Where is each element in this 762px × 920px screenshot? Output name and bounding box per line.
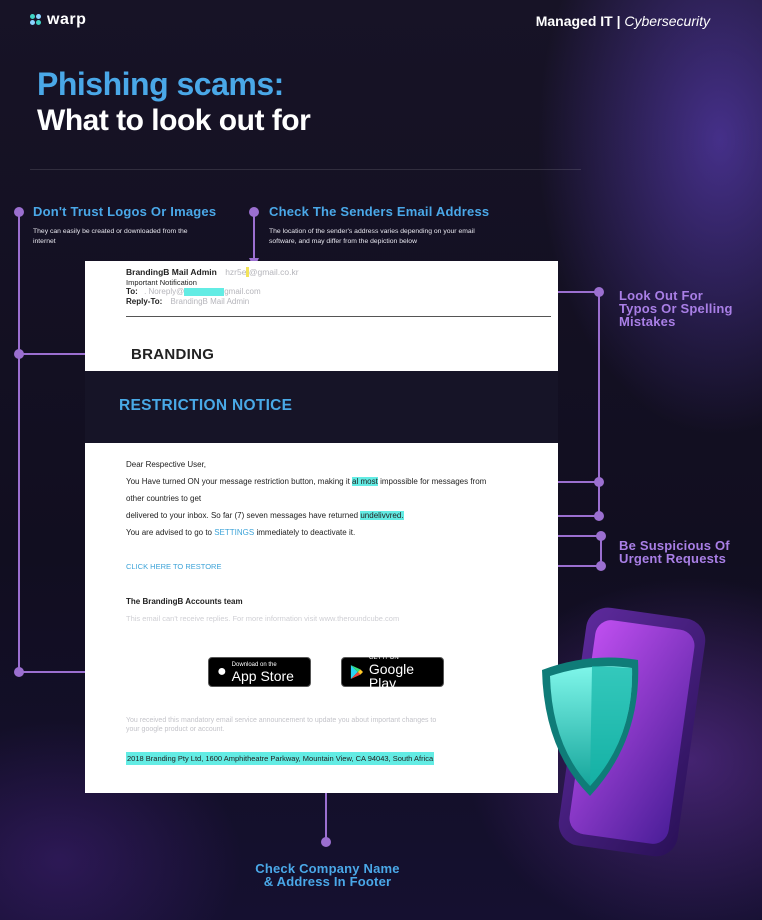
tip-typos-line3: Mistakes <box>619 314 676 329</box>
restore-link[interactable]: CLICK HERE TO RESTORE <box>126 562 222 571</box>
tip-urgent <box>619 539 730 565</box>
tip-logos-desc-line2: internet <box>33 238 56 245</box>
apple-icon: ● <box>217 663 227 680</box>
disclaimer <box>126 716 436 734</box>
tip-urgent-line2: Urgent Requests <box>619 551 727 566</box>
sender-address-domain: @gmail.co.kr <box>248 267 299 277</box>
tip-logos-desc <box>33 227 188 247</box>
tip-typos-line2: Typos Or Spelling <box>619 301 733 316</box>
google-play-icon <box>350 663 364 681</box>
notice-title: RESTRICTION NOTICE <box>119 397 293 414</box>
body-line3-a: delivered to your inbox. So far (7) seven messages have returned <box>126 511 361 520</box>
body-line1-b: impossible for messages from <box>377 477 487 486</box>
tagline-italic: Cybersecurity <box>624 13 710 29</box>
sender-name: BrandingB Mail Admin <box>126 267 217 277</box>
email-divider <box>126 316 551 317</box>
company-address: 2018 Branding Pty Ltd, 1600 Amphitheatre Parkway, Mountain View, CA 94043, South Africa <box>127 754 434 763</box>
greeting: Dear Respective User, <box>126 460 207 469</box>
email-header <box>85 261 558 371</box>
google-play-big: Google Play <box>368 660 415 691</box>
phone-shield-illustration <box>520 600 720 860</box>
disclaimer-line1: You received this mandatory email service announcement to update you about important changes to <box>126 717 437 724</box>
sender-address <box>225 267 298 277</box>
app-store-big: App Store <box>231 667 294 684</box>
replyto-value: BrandingB Mail Admin <box>170 297 250 306</box>
typo-undelivered: undelivvred. <box>360 511 404 520</box>
noreply-note: This email can't receive replies. For more information visit www.theroundcube.com <box>126 614 400 623</box>
tip-urgent-line1: Be Suspicious Of <box>619 538 730 553</box>
replyto-label: Reply-To: <box>126 297 163 306</box>
app-store-text <box>232 662 294 683</box>
page-title-line2: What to look out for <box>37 104 311 137</box>
tagline-bold: Managed IT | <box>535 13 625 29</box>
google-play-small: GET IT ON <box>368 654 399 661</box>
disclaimer-line2: your google product or account. <box>126 726 225 733</box>
sender-row <box>126 267 299 277</box>
email-subject: Important Notification <box>126 278 197 287</box>
tip-logos-title: Don't Trust Logos Or Images <box>33 204 217 219</box>
body-line4-b: immediately to deactivate it. <box>254 528 356 537</box>
body-line1-a: You Have turned ON your message restriction button, making it <box>126 477 353 486</box>
brand-name: warp <box>47 11 87 28</box>
team-signature: The BrandingB Accounts team <box>126 597 243 606</box>
body-line4-a: You are advised to go to <box>126 528 215 537</box>
tip-sender-desc <box>269 227 475 247</box>
tip-typos-line1: Look Out For <box>619 288 703 303</box>
body-line3 <box>126 511 404 520</box>
tip-sender-desc-line1: The location of the sender's address varies depending on your email <box>269 228 475 235</box>
typo-almost: al most <box>352 477 378 486</box>
tip-sender-desc-line2: software, and may differ from the depiction below <box>269 238 417 245</box>
to-value-local: . Noreply@ <box>144 287 185 296</box>
notice-banner <box>85 371 558 443</box>
to-value-domain: gmail.com <box>224 287 261 296</box>
email-body <box>85 443 558 793</box>
redacted-block <box>184 288 224 296</box>
tip-typos <box>619 289 733 328</box>
google-play-text <box>369 655 435 690</box>
app-store-small: Download on the <box>231 661 277 668</box>
tip-logos-desc-line1: They can easily be created or downloaded from the <box>33 228 188 235</box>
tip-sender-title: Check The Senders Email Address <box>269 204 490 219</box>
tip-footer-line1: Check Company Name <box>255 861 400 876</box>
sender-address-local: hzr5e <box>225 267 247 277</box>
app-store-badge[interactable] <box>208 657 311 687</box>
tip-footer-line2: & Address In Footer <box>263 874 392 889</box>
body-line4 <box>126 528 355 537</box>
settings-link[interactable]: SETTINGS <box>214 528 255 537</box>
page-title-line1: Phishing scams: <box>37 66 284 102</box>
google-play-badge[interactable] <box>341 654 444 691</box>
branding-logo: BRANDING <box>131 346 215 363</box>
to-label: To: <box>126 287 138 296</box>
replyto-row <box>126 297 249 306</box>
to-row <box>126 287 261 296</box>
body-line2: other countries to get <box>126 494 202 503</box>
body-line1 <box>126 477 486 486</box>
tip-footer <box>250 862 405 888</box>
